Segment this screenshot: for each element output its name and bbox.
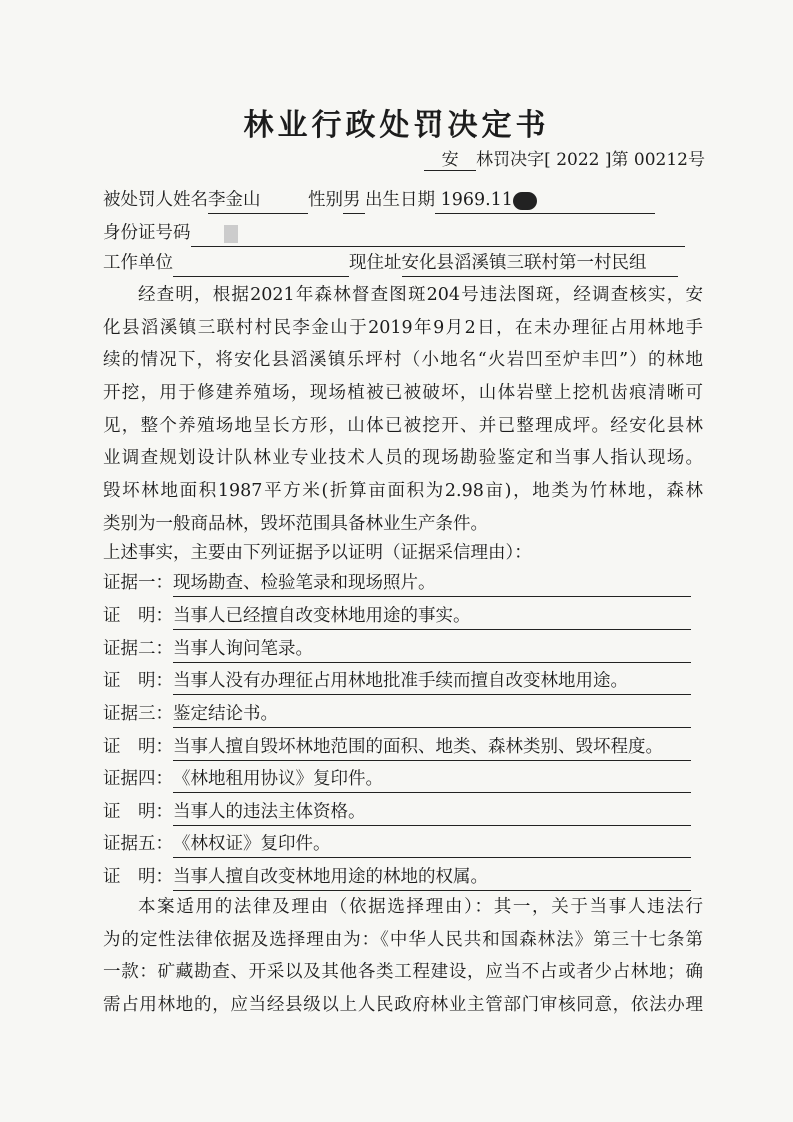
document-number [424, 145, 705, 171]
evidence-item [103, 766, 691, 792]
doc-middle: 林罚决字[ [476, 150, 551, 170]
law-line: 一款：矿藏勘查、开采以及其他各类工程建设，应当不占或者少占林地；确 [103, 962, 703, 983]
evidence-text: 当事人的违法主体资格。 [173, 799, 691, 826]
gender-value: 男 [343, 187, 365, 214]
evidence-label: 证据二： [103, 639, 173, 659]
evidence-item [103, 734, 691, 760]
name-label: 被处罚人姓名 [103, 190, 208, 210]
evidence-item [103, 668, 691, 694]
evidence-label: 证 明： [103, 802, 173, 822]
evidence-text: 当事人询问笔录。 [173, 636, 691, 663]
redaction-mark [224, 225, 238, 243]
evidence-item [103, 636, 691, 662]
doc-end: 号 [688, 150, 705, 170]
evidence-item [103, 831, 691, 857]
facts-line: 经查明，根据2021年森林督查图斑204号违法图斑，经调查核实，安 [138, 285, 703, 305]
birth-value: 1969.11 [440, 190, 513, 210]
gender-label: 性别 [308, 190, 343, 210]
evidence-text: 当事人擅自毁坏林地范围的面积、地类、森林类别、毁坏程度。 [173, 734, 691, 761]
address-value: 安化县滔溪镇三联村第一村民组 [402, 250, 678, 277]
evidence-text: 《林权证》复印件。 [173, 831, 691, 858]
facts-line: 类别为一般商品林，毁坏范围具备林业生产条件。 [103, 513, 488, 534]
redaction-mark [513, 192, 537, 210]
doc-year: 2022 [556, 150, 600, 170]
birth-value-wrap [435, 187, 655, 214]
evidence-text: 当事人没有办理征占用林地批准手续而擅自改变林地用途。 [173, 668, 691, 695]
evidence-label: 证据四： [103, 769, 173, 789]
work-value-blank [173, 250, 349, 277]
evidence-item [103, 701, 691, 727]
evidence-label: 证 明： [103, 737, 173, 757]
doc-suffix: ]第 [604, 150, 629, 170]
facts-line: 开挖，用于修建养殖场，现场植被已被破坏，山体岩壁上挖机齿痕清晰可 [103, 383, 703, 404]
id-line [103, 220, 685, 246]
doc-unit: 安 [424, 145, 476, 171]
name-value: 李金山 [208, 187, 308, 214]
birth-label: 出生日期 [365, 190, 435, 210]
doc-num: 00212 [633, 150, 688, 170]
evidence-label: 证据一： [103, 573, 173, 593]
evidence-label: 证 明： [103, 606, 173, 626]
facts-line: 续的情况下，将安化县滔溪镇乐坪村（小地名“火岩凹至炉丰凹”）的林地 [103, 350, 703, 371]
law-line: 本案适用的法律及理由（依据选择理由）：其一，关于当事人违法行 [138, 897, 703, 917]
evidence-label: 证据三： [103, 704, 173, 724]
work-label: 工作单位 [103, 253, 173, 273]
facts-line: 业调查规划设计队林业专业技术人员的现场勘验鉴定和当事人指认现场。 [103, 448, 703, 469]
id-label: 身份证号码 [103, 223, 191, 243]
evidence-text: 当事人已经擅自改变林地用途的事实。 [173, 603, 691, 630]
evidence-text: 《林地租用协议》复印件。 [173, 766, 691, 793]
evidence-intro: 上述事实，主要由下列证据予以证明（证据采信理由）： [103, 543, 532, 563]
evidence-text: 当事人擅自改变林地用途的林地的权属。 [173, 864, 691, 891]
evidence-label: 证 明： [103, 671, 173, 691]
law-line: 需占用林地的，应当经县级以上人民政府林业主管部门审核同意，依法办理 [103, 995, 703, 1016]
evidence-label: 证 明： [103, 867, 173, 887]
id-value-blank [191, 220, 685, 247]
facts-paragraph [103, 279, 703, 541]
facts-line: 化县滔溪镇三联村村民李金山于2019年9月2日，在未办理征占用林地手 [103, 317, 703, 338]
party-name-line [103, 187, 655, 213]
evidence-text: 鉴定结论书。 [173, 701, 691, 728]
work-line [103, 250, 678, 276]
evidence-item [103, 570, 691, 596]
evidence-item [103, 603, 691, 629]
law-paragraph [103, 891, 703, 1022]
address-label: 现住址 [349, 253, 402, 273]
facts-line: 见，整个养殖场地呈长方形，山体已被挖开、并已整理成坪。经安化县林 [103, 415, 703, 436]
facts-line: 毁坏林地面积1987平方米(折算亩面积为2.98亩)，地类为竹林地，森林 [103, 481, 703, 502]
evidence-label: 证据五： [103, 834, 173, 854]
document-title: 林业行政处罚决定书 [243, 108, 550, 143]
law-line: 为的定性法律依据及选择理由为：《中华人民共和国森林法》第三十七条第 [103, 929, 703, 950]
evidence-text: 现场勘查、检验笔录和现场照片。 [173, 570, 691, 597]
evidence-item [103, 799, 691, 825]
evidence-item [103, 864, 691, 890]
